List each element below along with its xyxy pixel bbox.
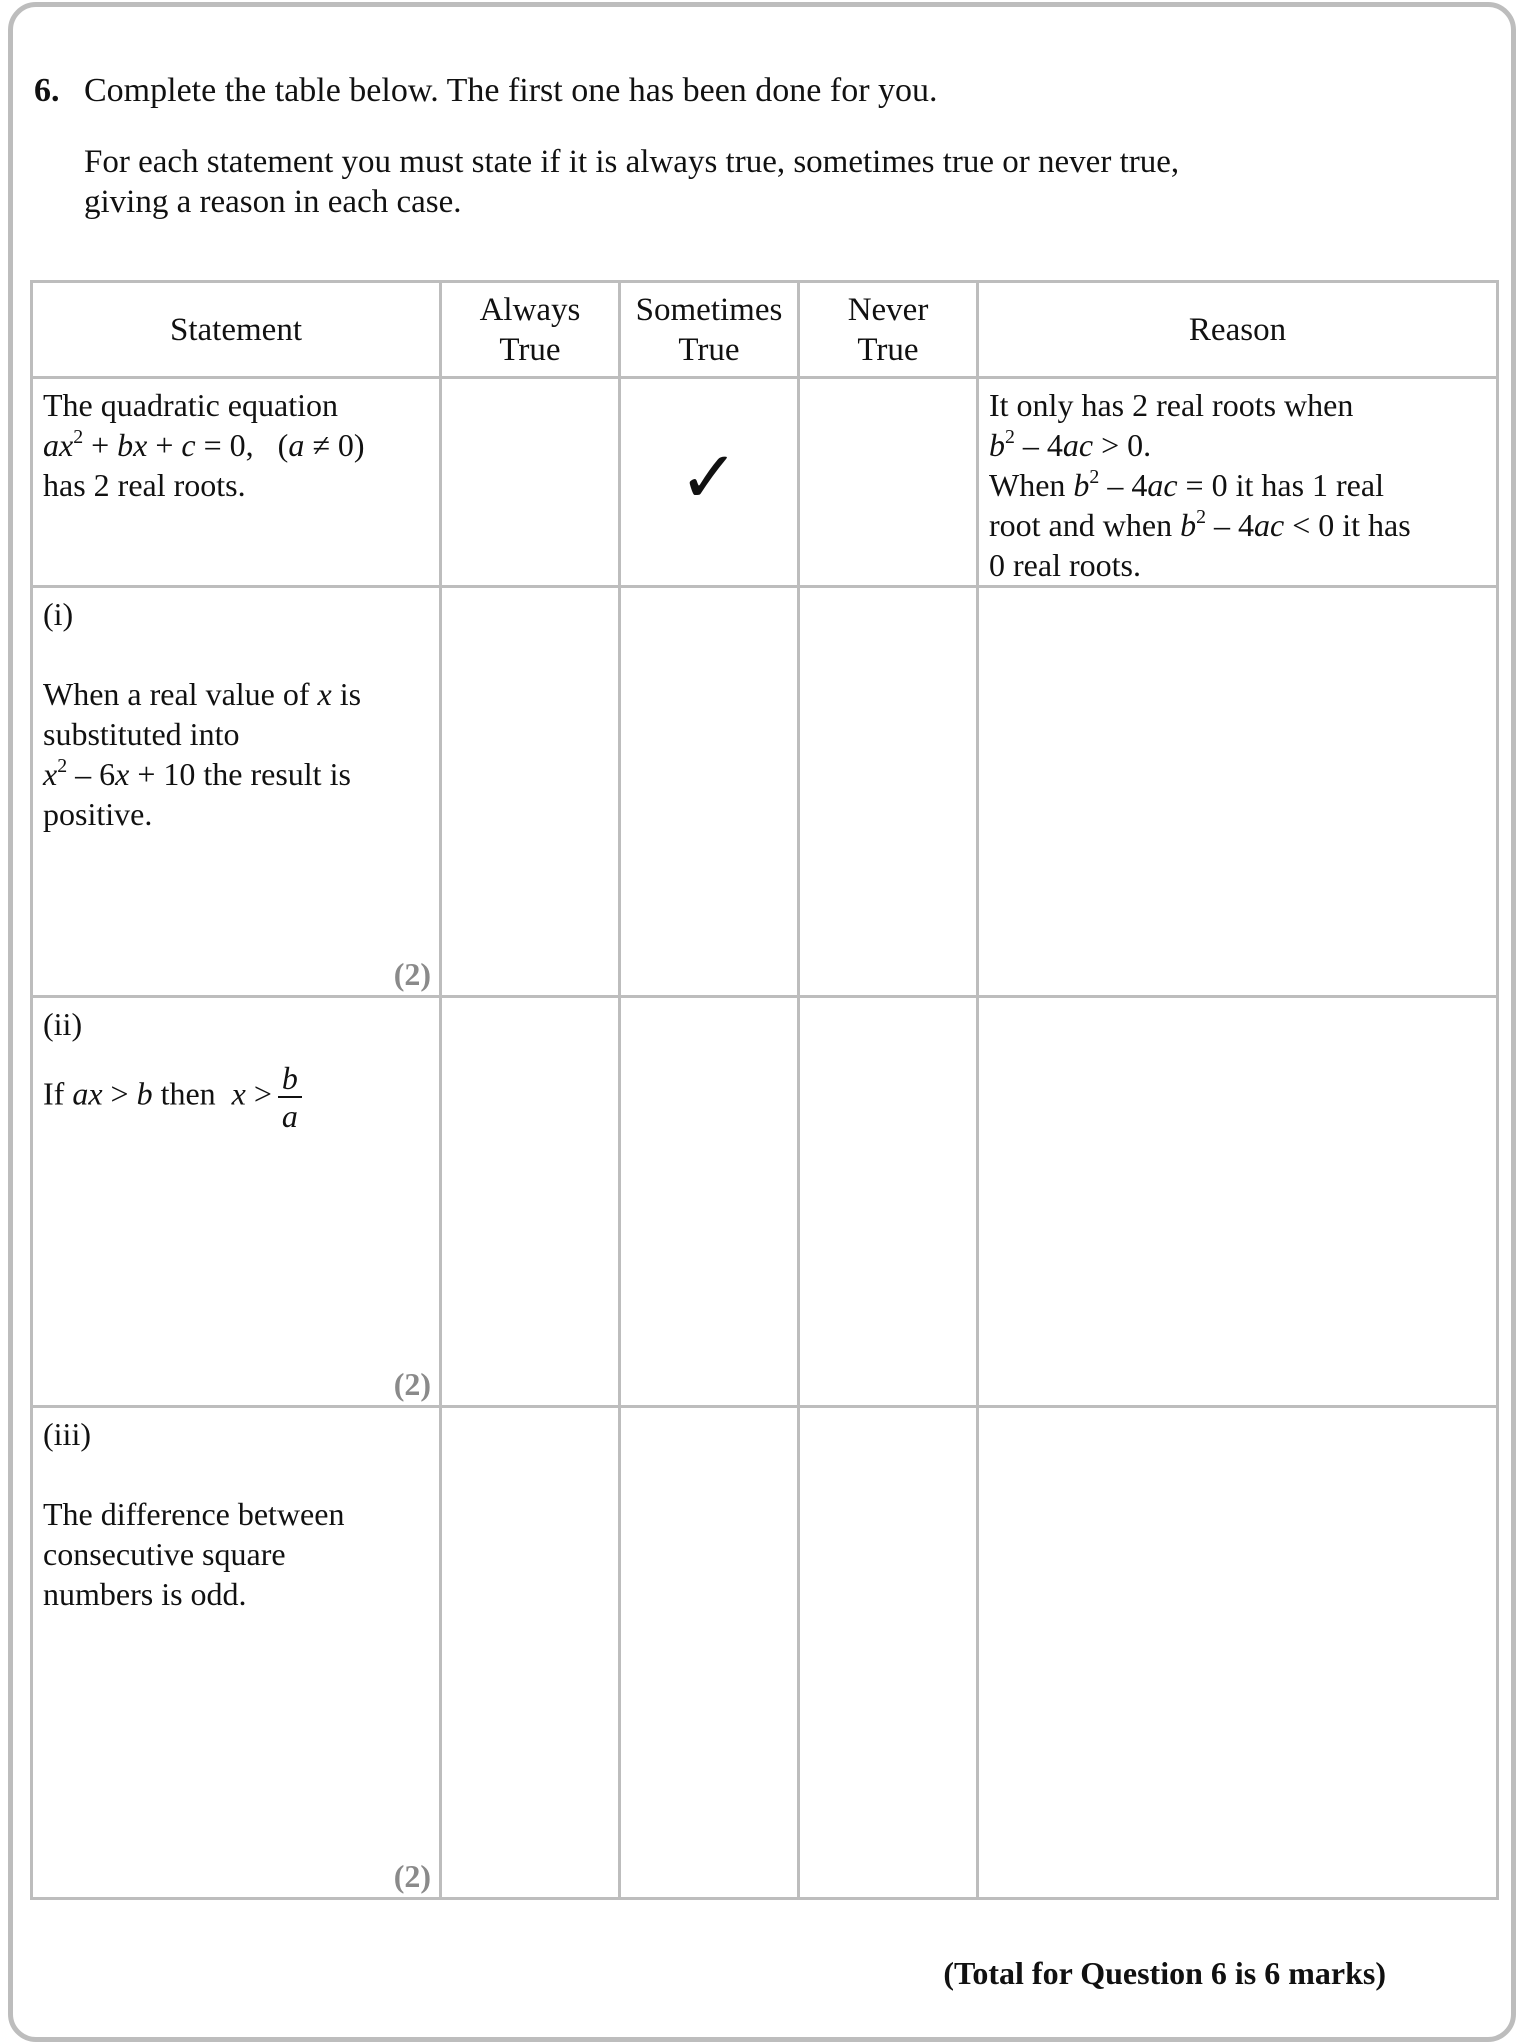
header-never-true: Never True — [799, 282, 978, 378]
row-label: (iii) — [43, 1416, 91, 1452]
table-row — [32, 1407, 1498, 1899]
header-always-true: Always True — [441, 282, 620, 378]
answer-table — [30, 280, 1499, 1900]
sometimes-true-cell-i[interactable] — [620, 587, 799, 997]
never-true-cell-iii[interactable] — [799, 1407, 978, 1899]
marks-label: (2) — [393, 1366, 431, 1402]
total-marks: (Total for Question 6 is 6 marks) — [943, 1955, 1386, 1991]
example-never-cell[interactable] — [799, 378, 978, 587]
fraction-b-over-a: $\frac{b}{a}$ — [278, 1060, 302, 1134]
always-true-cell-iii[interactable] — [441, 1407, 620, 1899]
marks-label: (2) — [393, 1858, 431, 1894]
row-label: (ii) — [43, 1006, 83, 1042]
example-reason: It only has 2 real roots when $b^2 - 4ac > 0$. When $b^2 - 4ac = 0$ it has 1 real root and when $b^2 - 4ac < 0$ it has 0 real roots. — [978, 378, 1498, 587]
statement-iii: (iii) The difference between consecutive square numbers is odd. (2) — [32, 1407, 441, 1899]
question-prompt: Complete the table below. The first one has been done for you. — [84, 72, 938, 109]
instruction-line-1: For each statement you must state if it is always true, sometimes true or never true, — [84, 144, 1180, 180]
table-row — [32, 997, 1498, 1407]
example-equation: $ax^2$ + bx + c = 0, (a ≠ 0) — [43, 426, 365, 463]
question-number: 6. — [34, 72, 60, 109]
question-prompt-line — [34, 72, 938, 110]
instruction-line-2: giving a reason in each case. — [84, 184, 462, 220]
inequality-statement: If ax > b then x > $\frac{b}{a}$ — [43, 1060, 431, 1134]
sometimes-true-cell-iii[interactable] — [620, 1407, 799, 1899]
statement-i: (i) When a real value of x is substituted into $x^2 - 6x + 10$ the result is positive. (2) — [32, 587, 441, 997]
never-true-cell-i[interactable] — [799, 587, 978, 997]
header-statement: Statement — [32, 282, 441, 378]
example-statement: The quadratic equation $ax^2$ + bx + c = 0, (a ≠ 0) has 2 real roots. — [32, 378, 441, 587]
header-sometimes-true: Sometimes True — [620, 282, 799, 378]
reason-cell-iii[interactable] — [978, 1407, 1498, 1899]
row-label: (i) — [43, 596, 74, 632]
checkmark-icon: ✓ — [678, 435, 740, 519]
statement-ii — [32, 997, 441, 1407]
never-true-cell-ii[interactable] — [799, 997, 978, 1407]
example-always-cell[interactable] — [441, 378, 620, 587]
marks-label: (2) — [393, 956, 431, 992]
example-row — [32, 378, 1498, 587]
always-true-cell-i[interactable] — [441, 587, 620, 997]
table-row — [32, 587, 1498, 997]
question-instructions — [84, 142, 1179, 222]
example-sometimes-cell[interactable] — [620, 378, 799, 587]
always-true-cell-ii[interactable] — [441, 997, 620, 1407]
table-header-row — [32, 282, 1498, 378]
sometimes-true-cell-ii[interactable] — [620, 997, 799, 1407]
reason-cell-i[interactable] — [978, 587, 1498, 997]
reason-cell-ii[interactable] — [978, 997, 1498, 1407]
header-reason: Reason — [978, 282, 1498, 378]
